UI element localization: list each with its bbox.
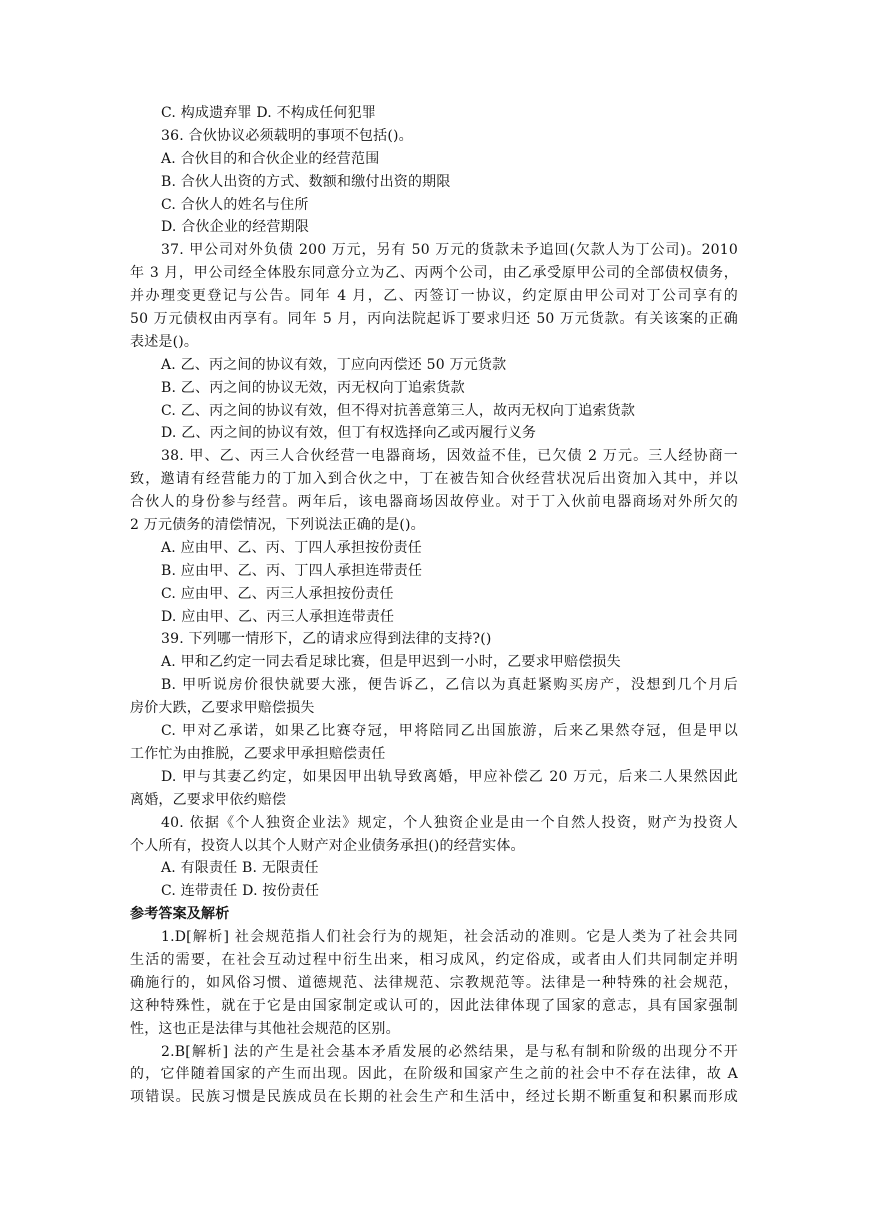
answer-2: 2.B[解析] 法的产生是社会基本矛盾发展的必然结果，是与私有制和阶级的出现分不开 xyxy=(161,1043,738,1060)
option-line: A. 应由甲、乙、丙、丁四人承担按份责任 xyxy=(161,539,423,556)
question-38: 38. 甲、乙、丙三人合伙经营一电器商场，因效益不佳，已欠债 2 万元。三人经协商一 xyxy=(161,448,738,465)
text-line: 表述是()。 xyxy=(130,333,199,350)
question-36: 36. 合伙协议必须载明的事项不包括()。 xyxy=(161,127,413,144)
option-line: C. 连带责任 D. 按份责任 xyxy=(161,883,320,900)
option-line: C. 应由甲、乙、丙三人承担按份责任 xyxy=(161,585,394,602)
text-line: 工作忙为由推脱，乙要求甲承担赔偿责任 xyxy=(130,745,386,762)
text-line: 致，邀请有经营能力的丁加入到合伙之中，丁在被告知合伙经营状况后出资加入其中，并以 xyxy=(130,471,738,488)
text-line: 性，这也正是法律与其他社会规范的区别。 xyxy=(130,1020,400,1037)
text-line: 50 万元债权由丙享有。同年 5 月，丙向法院起诉丁要求归还 50 万元货款。有关该案的正确 xyxy=(130,311,738,328)
option-line: B. 甲听说房价很快就要大涨，便告诉乙，乙信以为真赶紧购买房产，没想到几个月后 xyxy=(161,677,738,694)
answer-1: 1.D[解析] 社会规范指人们社会行为的规矩，社会活动的准则。它是人类为了社会共同 xyxy=(161,929,738,946)
answers-heading: 参考答案及解析 xyxy=(130,906,230,923)
option-line: D. 合伙企业的经营期限 xyxy=(161,219,310,236)
option-line: B. 合伙人出资的方式、数额和缴付出资的期限 xyxy=(161,173,451,190)
text-line: 2 万元债务的清偿情况，下列说法正确的是()。 xyxy=(130,517,425,534)
text-line: 生活的需要，在社会互动过程中衍生出来，相习成风，约定俗成，或者由人们共同制定并明 xyxy=(130,951,738,968)
text-line: C. 构成遗弃罪 D. 不构成任何犯罪 xyxy=(161,105,376,121)
question-37: 37. 甲公司对外负债 200 万元，另有 50 万元的货款未予追回(欠款人为丁公司)。2010 xyxy=(161,242,738,259)
option-line: A. 甲和乙约定一同去看足球比赛，但是甲迟到一小时，乙要求甲赔偿损失 xyxy=(161,654,621,671)
option-line: C. 甲对乙承诺，如果乙比赛夺冠，甲将陪同乙出国旅游，后来乙果然夺冠，但是甲以 xyxy=(161,723,738,740)
option-line: B. 乙、丙之间的协议无效，丙无权向丁追索货款 xyxy=(161,379,465,396)
question-39: 39. 下列哪一情形下，乙的请求应得到法律的支持?() xyxy=(161,631,492,648)
option-line: B. 应由甲、乙、丙、丁四人承担连带责任 xyxy=(161,562,423,579)
text-line: 个人所有，投资人以其个人财产对企业债务承担()的经营实体。 xyxy=(130,837,525,854)
option-line: A. 乙、丙之间的协议有效，丁应向丙偿还 50 万元货款 xyxy=(161,356,507,373)
text-line: 房价大跌，乙要求甲赔偿损失 xyxy=(130,700,315,717)
text-line: 年 3 月，甲公司经全体股东同意分立为乙、丙两个公司，由乙承受原甲公司的全部债权债务， xyxy=(130,265,738,282)
option-line: A. 合伙目的和合伙企业的经营范围 xyxy=(161,150,380,167)
option-line: C. 乙、丙之间的协议有效，但不得对抗善意第三人，故丙无权向丁追索货款 xyxy=(161,402,636,419)
text-line: 确施行的，如风俗习惯、道德规范、法律规范、宗教规范等。法律是一种特殊的社会规范， xyxy=(130,974,738,991)
text-line: 离婚，乙要求甲依约赔偿 xyxy=(130,791,287,808)
text-line: 这种特殊性，就在于它是由国家制定或认可的，因此法律体现了国家的意志，具有国家强制 xyxy=(130,997,738,1014)
text-line: 并办理变更登记与公告。同年 4 月，乙、丙签订一协议，约定原由甲公司对丁公司享有的 xyxy=(130,288,738,305)
text-line: 合伙人的身份参与经营。两年后，该电器商场因故停业。对于丁入伙前电器商场对外所欠的 xyxy=(130,494,738,511)
option-line: D. 应由甲、乙、丙三人承担连带责任 xyxy=(161,608,395,625)
option-line: D. 甲与其妻乙约定，如果因甲出轨导致离婚，甲应补偿乙 20 万元，后来二人果然因此 xyxy=(161,768,738,785)
text-line: 的，它伴随着国家的产生而出现。因此，在阶级和国家产生之前的社会中不存在法律，故 A xyxy=(130,1066,738,1083)
document-page xyxy=(130,102,738,1109)
option-line: C. 合伙人的姓名与住所 xyxy=(161,196,309,213)
option-line: A. 有限责任 B. 无限责任 xyxy=(161,860,319,877)
option-line: D. 乙、丙之间的协议有效，但丁有权选择向乙或丙履行义务 xyxy=(161,425,537,442)
question-40: 40. 依据《个人独资企业法》规定，个人独资企业是由一个自然人投资，财产为投资人 xyxy=(161,814,738,831)
text-line: 项错误。民族习惯是民族成员在长期的社会生产和生活中，经过长期不断重复和积累而形成 xyxy=(130,1089,738,1106)
